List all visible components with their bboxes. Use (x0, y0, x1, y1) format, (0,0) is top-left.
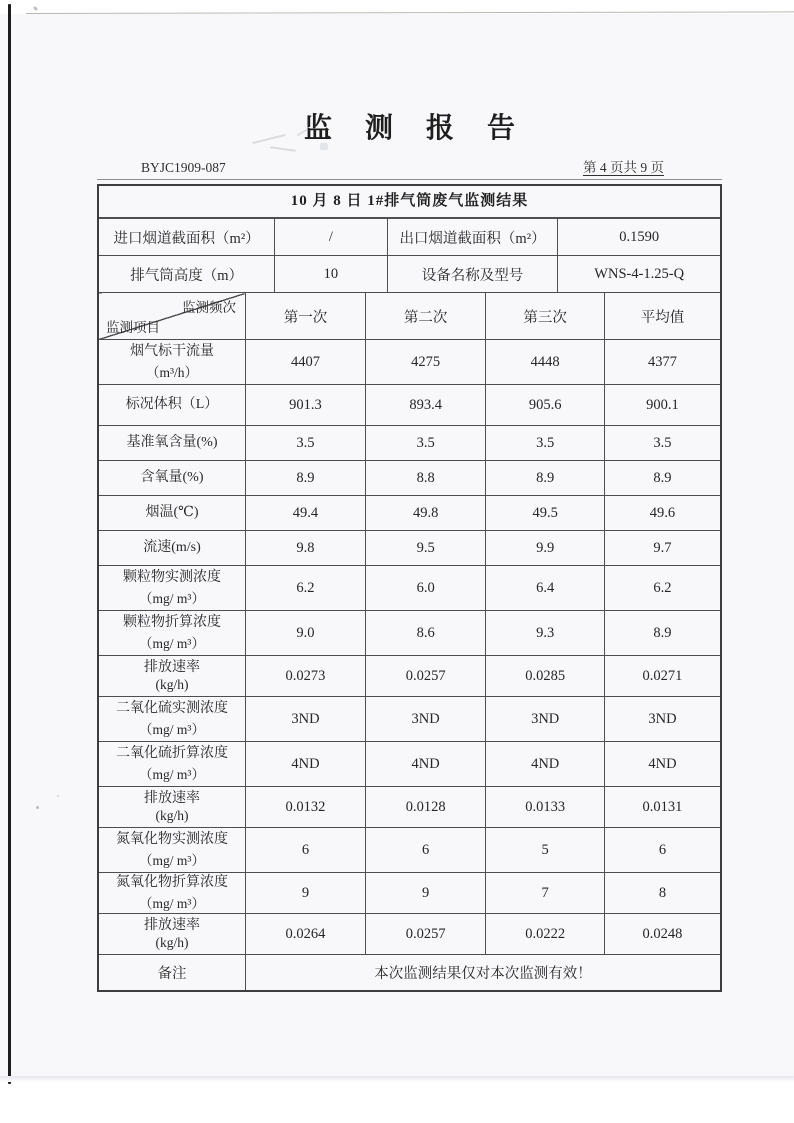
row-label (99, 656, 246, 697)
cell-value: 3.5 (486, 426, 605, 461)
cell-value: 3ND (486, 697, 605, 742)
row-label (99, 914, 246, 955)
scan-bottom-edge (0, 1076, 794, 1082)
row-unit-text: （mg/ m³） (139, 591, 205, 607)
row-unit-text: (kg/h) (155, 808, 189, 824)
row-label (99, 566, 246, 611)
cell-value: 6 (604, 828, 720, 873)
table-row (99, 742, 720, 787)
cell-value: 0.0132 (246, 787, 366, 828)
monitoring-results-table (97, 184, 722, 992)
corner-label-frequency: 监测频次 (182, 300, 237, 315)
cell-value: 0.0222 (486, 914, 605, 955)
row-label-text: 氮氧化物实测浓度 (116, 831, 229, 847)
cell-value: 0.0128 (365, 787, 485, 828)
cell-value: 8.9 (486, 461, 605, 496)
cell-value: 901.3 (246, 385, 366, 426)
cell-value: 9.8 (246, 531, 366, 566)
column-header: 第二次 (365, 293, 485, 340)
table-row (99, 697, 720, 742)
cell-value: 0.0271 (604, 656, 720, 697)
remark-row (99, 955, 720, 991)
cell-value: / (275, 219, 387, 256)
cell-value: 4ND (486, 742, 605, 787)
cell-value: 4275 (365, 340, 485, 385)
row-label-text: 烟气标干流量 (130, 343, 215, 359)
cell-value: 4ND (604, 742, 720, 787)
cell-value: 9.7 (604, 531, 720, 566)
page-indicator: 第 4 页共 9 页 (583, 160, 664, 175)
cell-value: 8.8 (365, 461, 485, 496)
cell-value: 8.6 (365, 611, 485, 656)
cell-value: 4ND (246, 742, 366, 787)
cell-value: 893.4 (365, 385, 485, 426)
cell-value: 3ND (246, 697, 366, 742)
row-label-text: 颗粒物实测浓度 (123, 569, 222, 585)
cell-value: 3.5 (604, 426, 720, 461)
row-label-text: 二氧化硫折算浓度 (116, 745, 229, 761)
remark-label: 备注 (99, 955, 246, 991)
stack-info-table (99, 218, 720, 292)
row-unit-text: (kg/h) (155, 677, 189, 693)
column-header: 平均值 (604, 293, 720, 340)
cell-value: 0.0273 (246, 656, 366, 697)
row-label: 出口烟道截面积（m²） (387, 219, 558, 256)
cell-value: 4377 (604, 340, 720, 385)
cell-value: 8.9 (604, 611, 720, 656)
row-label (99, 873, 246, 914)
page-title: 监 测 报 告 (303, 113, 528, 144)
cell-value: 8 (604, 873, 720, 914)
cell-value: 7 (486, 873, 605, 914)
row-unit-text: （mg/ m³） (139, 767, 205, 783)
cell-value: 0.0248 (604, 914, 720, 955)
row-label-text: 排放速率 (144, 790, 201, 806)
cell-value: 9.5 (365, 531, 485, 566)
cell-value: 8.9 (246, 461, 366, 496)
row-label (99, 531, 246, 566)
row-label (99, 461, 246, 496)
row-unit-text: （mg/ m³） (139, 896, 205, 912)
cell-value: 9.0 (246, 611, 366, 656)
table-row (99, 219, 720, 256)
cell-value: 4448 (486, 340, 605, 385)
cell-value: 0.0257 (365, 656, 485, 697)
doc-number: BYJC1909-087 (141, 160, 226, 175)
cell-value: 0.0133 (486, 787, 605, 828)
row-label (99, 496, 246, 531)
table-row (99, 873, 720, 914)
cell-value: 6 (365, 828, 485, 873)
cell-value: 0.1590 (558, 219, 720, 256)
scan-left-line (8, 4, 11, 1084)
row-unit-text: （m³/h） (145, 365, 199, 381)
cell-value: 9.9 (486, 531, 605, 566)
row-unit-text: (kg/h) (155, 935, 189, 951)
row-label: 排气筒高度（m） (99, 256, 275, 293)
table-row (99, 496, 720, 531)
cell-value: 5 (486, 828, 605, 873)
cell-value: 3.5 (246, 426, 366, 461)
cell-value: 6 (246, 828, 366, 873)
cell-value: 49.6 (604, 496, 720, 531)
table-caption: 10 月 8 日 1#排气筒废气监测结果 (99, 186, 720, 218)
row-label-text: 颗粒物折算浓度 (123, 614, 222, 630)
cell-value: 900.1 (604, 385, 720, 426)
row-label (99, 742, 246, 787)
row-label-text: 基准氧含量(%) (126, 434, 218, 450)
row-label: 进口烟道截面积（m²） (99, 219, 275, 256)
cell-value: 3ND (365, 697, 485, 742)
cell-value: 6.0 (365, 566, 485, 611)
cell-value: 0.0131 (604, 787, 720, 828)
document (97, 106, 722, 992)
row-unit-text: （mg/ m³） (139, 853, 205, 869)
cell-value: 4407 (246, 340, 366, 385)
table-row (99, 566, 720, 611)
cell-value: 905.6 (486, 385, 605, 426)
corner-label-item: 监测项目 (106, 320, 160, 335)
cell-value: 6.2 (246, 566, 366, 611)
row-label (99, 787, 246, 828)
table-row (99, 531, 720, 566)
scan-speck (36, 806, 39, 809)
table-row (99, 787, 720, 828)
table-row (99, 656, 720, 697)
row-label-text: 含氧量(%) (140, 469, 204, 485)
cell-value: 6.4 (486, 566, 605, 611)
cell-value: 49.4 (246, 496, 366, 531)
table-row (99, 461, 720, 496)
cell-value: 9.3 (486, 611, 605, 656)
row-label-text: 标况体积（L） (125, 396, 219, 412)
row-label (99, 828, 246, 873)
row-label-text: 氮氧化物折算浓度 (116, 875, 229, 890)
row-label: 设备名称及型号 (387, 256, 558, 293)
row-label-text: 流速(m/s) (143, 539, 201, 555)
remark-text: 本次监测结果仅对本次监测有效！ (246, 955, 720, 991)
cell-value: 8.9 (604, 461, 720, 496)
scan-speck (57, 795, 59, 797)
row-label-text: 排放速率 (144, 918, 201, 934)
row-label (99, 385, 246, 426)
table-row (99, 914, 720, 955)
row-label (99, 426, 246, 461)
row-unit-text: （mg/ m³） (139, 636, 205, 652)
row-unit-text: （mg/ m³） (139, 722, 205, 738)
table-row (99, 426, 720, 461)
table-row (99, 256, 720, 293)
table-row (99, 385, 720, 426)
row-label-text: 排放速率 (144, 659, 201, 675)
row-label (99, 611, 246, 656)
measurements-table (99, 292, 720, 990)
cell-value: 0.0257 (365, 914, 485, 955)
row-label-text: 二氧化硫实测浓度 (116, 700, 229, 716)
cell-value: 3.5 (365, 426, 485, 461)
cell-value: 3ND (604, 697, 720, 742)
row-label (99, 340, 246, 385)
row-label (99, 697, 246, 742)
cell-value: 9 (246, 873, 366, 914)
cell-value: 0.0285 (486, 656, 605, 697)
header-meta-row (97, 156, 722, 180)
table-header-row (99, 293, 720, 340)
cell-value: 6.2 (604, 566, 720, 611)
cell-value: 0.0264 (246, 914, 366, 955)
scan-speck (33, 6, 39, 11)
cell-value: 4ND (365, 742, 485, 787)
cell-value: 10 (275, 256, 387, 293)
column-header: 第一次 (246, 293, 366, 340)
table-row (99, 340, 720, 385)
row-label-text: 烟温(℃) (145, 504, 199, 520)
cell-value: 49.5 (486, 496, 605, 531)
table-row (99, 611, 720, 656)
column-header: 第三次 (486, 293, 605, 340)
diagonal-header-cell (99, 293, 246, 340)
cell-value: 9 (365, 873, 485, 914)
cell-value: WNS-4-1.25-Q (558, 256, 720, 293)
cell-value: 49.8 (365, 496, 485, 531)
table-row (99, 828, 720, 873)
